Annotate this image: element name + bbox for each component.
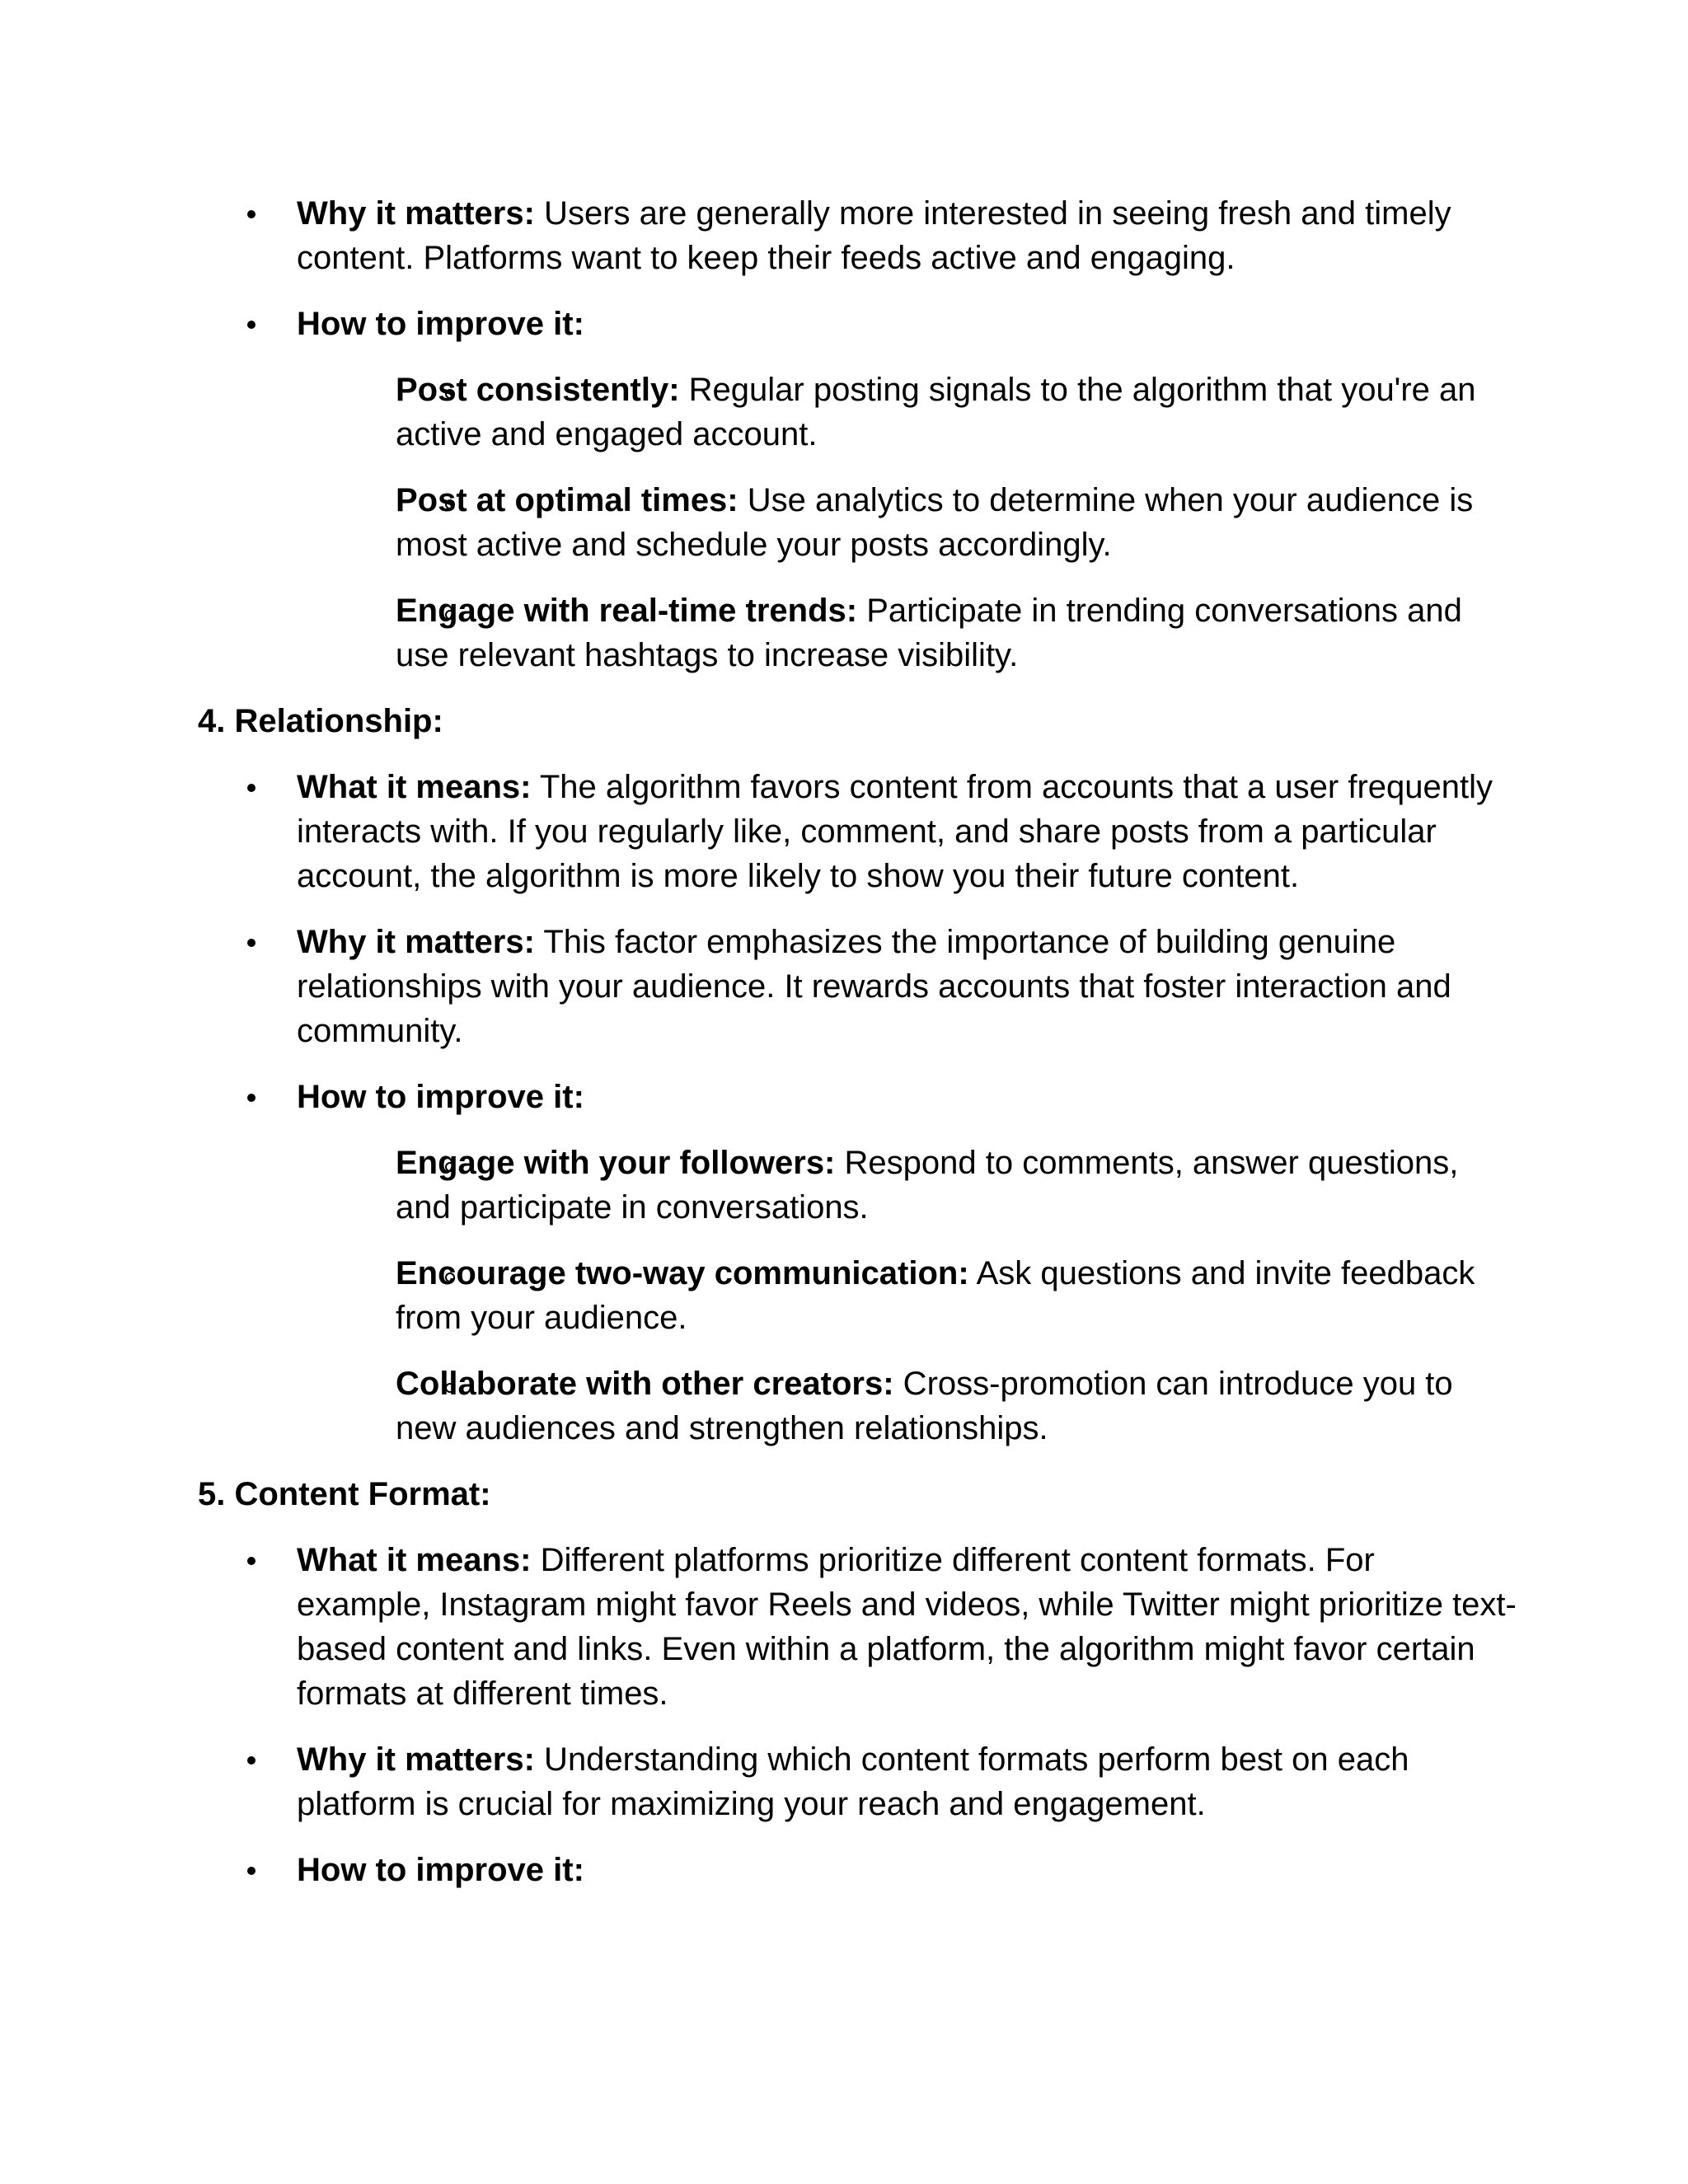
hollow-circle-bullet-icon <box>445 610 455 620</box>
sub-item-label: Engage with your followers: <box>396 1145 836 1181</box>
section-heading: 4. Relationship: <box>198 703 443 739</box>
sub-item-real-time-trends <box>297 588 1517 677</box>
sub-item-two-way-communication <box>297 1251 1517 1340</box>
sub-item-label: Engage with real-time trends: <box>396 593 858 629</box>
document-content <box>198 191 1517 1914</box>
sub-item-label: Post at optimal times: <box>396 482 738 518</box>
hollow-circle-bullet-icon <box>445 499 455 509</box>
sub-item-text: Respond to comments, answer questions, and participate in conversations. <box>396 1145 1459 1226</box>
bullet-label: How to improve it: <box>297 1852 584 1888</box>
sub-item-label: Collaborate with other creators: <box>396 1366 894 1402</box>
sub-list <box>297 368 1517 677</box>
bullet-why-it-matters <box>198 920 1517 1053</box>
bullet-label: Why it matters: <box>297 924 535 960</box>
hollow-circle-bullet-icon <box>445 389 455 399</box>
bullet-text: The algorithm favors content from accounts that a user frequently interacts with. If you regularly like, comment, and share posts from a particular account, the algorithm is more likely to show you their future content. <box>297 769 1493 894</box>
bullet-why-it-matters <box>198 191 1517 280</box>
bullet-text: Understanding which content formats perform best on each platform is crucial for maximizing your reach and engagement. <box>297 1741 1409 1822</box>
sub-item-post-optimal-times <box>297 478 1517 567</box>
bullet-label: Why it matters: <box>297 195 535 232</box>
bullet-dot-icon <box>247 1094 256 1102</box>
bullet-dot-icon <box>247 784 256 792</box>
bullet-dot-icon <box>247 1557 256 1565</box>
bullet-what-it-means <box>198 1538 1517 1716</box>
bullet-label: What it means: <box>297 769 532 805</box>
bullet-dot-icon <box>247 210 256 218</box>
sub-item-post-consistently <box>297 368 1517 457</box>
bullet-label: How to improve it: <box>297 1079 584 1115</box>
bullet-how-to-improve <box>198 1075 1517 1451</box>
bullet-label: Why it matters: <box>297 1741 535 1778</box>
section-content-format <box>198 1472 1517 1892</box>
bullet-how-to-improve <box>198 302 1517 677</box>
section-heading: 5. Content Format: <box>198 1476 491 1512</box>
section-relationship <box>198 699 1517 1451</box>
hollow-circle-bullet-icon <box>445 1162 455 1172</box>
sub-list <box>297 1141 1517 1451</box>
sub-item-engage-followers <box>297 1141 1517 1230</box>
sub-item-text: Cross-promotion can introduce you to new audiences and strengthen relationships. <box>396 1366 1453 1446</box>
bullet-dot-icon <box>247 1867 256 1875</box>
sub-item-text: Regular posting signals to the algorithm that you're an active and engaged account. <box>396 372 1476 452</box>
bullet-why-it-matters <box>198 1737 1517 1826</box>
hollow-circle-bullet-icon <box>445 1272 455 1282</box>
bullet-text: This factor emphasizes the importance of building genuine relationships with your audience. It rewards accounts that foster interaction and community. <box>297 924 1451 1049</box>
bullet-what-it-means <box>198 765 1517 898</box>
bullet-label: What it means: <box>297 1542 532 1578</box>
sub-item-text: Participate in trending conversations and use relevant hashtags to increase visibility. <box>396 593 1462 673</box>
bullet-text: Users are generally more interested in seeing fresh and timely content. Platforms want to keep their feeds active and engaging. <box>297 195 1451 276</box>
section-intro-tail <box>198 191 1517 677</box>
sub-item-label: Encourage two-way communication: <box>396 1255 969 1291</box>
sub-item-text: Use analytics to determine when your audience is most active and schedule your posts accordingly. <box>396 482 1474 563</box>
hollow-circle-bullet-icon <box>445 1383 455 1393</box>
sub-item-collaborate-creators <box>297 1361 1517 1451</box>
bullet-how-to-improve <box>198 1848 1517 1892</box>
bullet-label: How to improve it: <box>297 306 584 342</box>
sub-item-text: Ask questions and invite feedback from your audience. <box>396 1255 1475 1336</box>
bullet-dot-icon <box>247 1756 256 1765</box>
bullet-text: Different platforms prioritize different content formats. For example, Instagram might favor Reels and videos, while Twitter might prioritize text-based content and links. Even within a platform, the algorithm might favor certain formats at different times. <box>297 1542 1517 1712</box>
bullet-dot-icon <box>247 321 256 329</box>
sub-item-label: Post consistently: <box>396 372 680 408</box>
bullet-dot-icon <box>247 939 256 947</box>
